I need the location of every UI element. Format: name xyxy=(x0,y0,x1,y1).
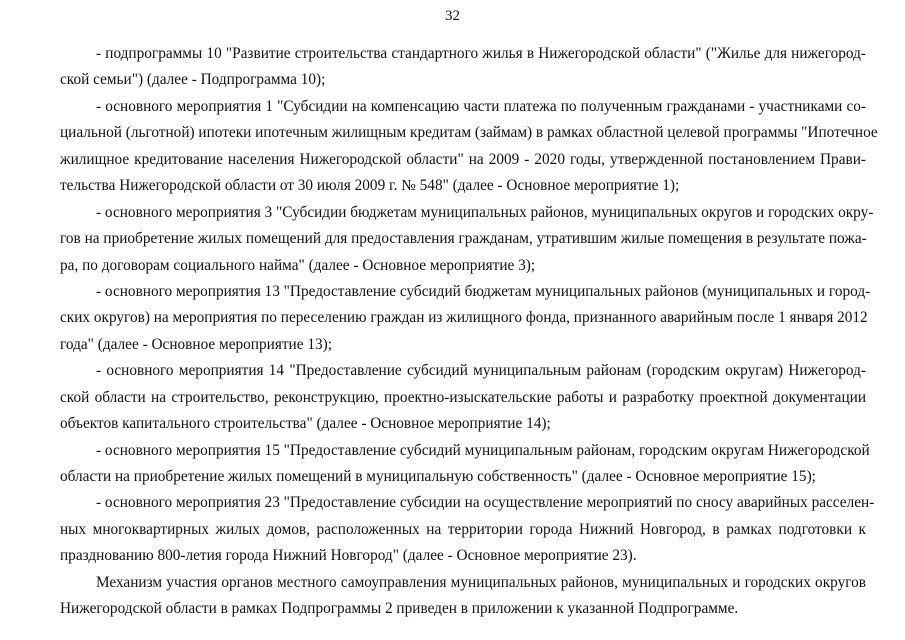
text-line: - основного мероприятия 15 "Предоставление субсидий муниципальным районам, городским округам Нижегородской xyxy=(96,441,870,459)
text-line: года" (далее - Основное мероприятие 13); xyxy=(60,335,332,353)
paragraph xyxy=(60,279,871,358)
paragraph xyxy=(60,358,866,437)
paragraph xyxy=(60,570,866,623)
paragraph xyxy=(60,94,878,200)
text-line: ских округов) на мероприятия по переселению граждан из жилищного фонда, признанного аварийным после 1 января 2012 xyxy=(60,309,868,327)
paragraph xyxy=(60,438,870,491)
text-line: ской семьи") (далее - Подпрограмма 10); xyxy=(60,71,326,89)
text-line: Механизм участия органов местного самоуправления муниципальных районов, муниципальных и городских округов xyxy=(96,573,866,591)
paragraph xyxy=(60,200,874,279)
paragraph xyxy=(60,41,866,94)
text-line: - подпрограммы 10 "Развитие строительства стандартного жилья в Нижегородской области" ("Жилье для нижегород- xyxy=(96,45,866,62)
text-line: объектов капитального строительства" (далее - Основное мероприятие 14); xyxy=(60,415,551,433)
text-line: - основного мероприятия 1 "Субсидии на компенсацию части платежа по полученным гражданами - участниками со- xyxy=(96,97,866,115)
text-line: жилищное кредитование населения Нижегородской области" на 2009 - 2020 годы, утвержденной постановлением Прави- xyxy=(60,150,866,168)
text-line: - основного мероприятия 23 "Предоставление субсидии на осуществление мероприятий по сносу аварийных расселен- xyxy=(96,494,875,512)
text-line: - основного мероприятия 3 "Субсидии бюджетам муниципальных районов, муниципальных округов и городских окру- xyxy=(96,203,874,221)
text-line: празднованию 800-летия города Нижний Новгород" (далее - Основное мероприятие 23). xyxy=(60,547,637,565)
page-number: 32 xyxy=(445,8,460,24)
text-line: - основного мероприятия 14 "Предоставление субсидий муниципальным районам (городским округам) Нижегород- xyxy=(96,362,866,380)
text-line: ской области на строительство, реконструкцию, проектно-изыскательские работы и разработку проектной документации xyxy=(60,388,866,406)
text-line: области на приобретение жилых помещений в муниципальную собственность" (далее - Основное мероприятие 15); xyxy=(60,468,816,485)
text-line: циальной (льготной) ипотеки ипотечным жилищным кредитам (займам) в рамках областной целевой программы "Ипотечное xyxy=(60,124,878,142)
text-line: ных многоквартирных жилых домов, расположенных на территории города Нижний Новгород, в рамках подготовки к xyxy=(60,520,866,538)
text-line: тельства Нижегородской области от 30 июля 2009 г. № 548" (далее - Основное мероприятие 1); xyxy=(60,177,680,195)
document-body xyxy=(60,41,878,623)
text-line: гов на приобретение жилых помещений для предоставления гражданам, утратившим жилые помещения в результате пожа- xyxy=(60,230,867,248)
text-line: - основного мероприятия 13 "Предоставление субсидий бюджетам муниципальных районов (муниципальных и город- xyxy=(96,282,871,300)
text-line: ра, по договорам социального найма" (далее - Основное мероприятие 3); xyxy=(60,256,536,274)
text-line: Нижегородской области в рамках Подпрограммы 2 приведен в приложении к указанной Подпрограмме. xyxy=(60,600,739,618)
paragraph xyxy=(60,490,875,569)
